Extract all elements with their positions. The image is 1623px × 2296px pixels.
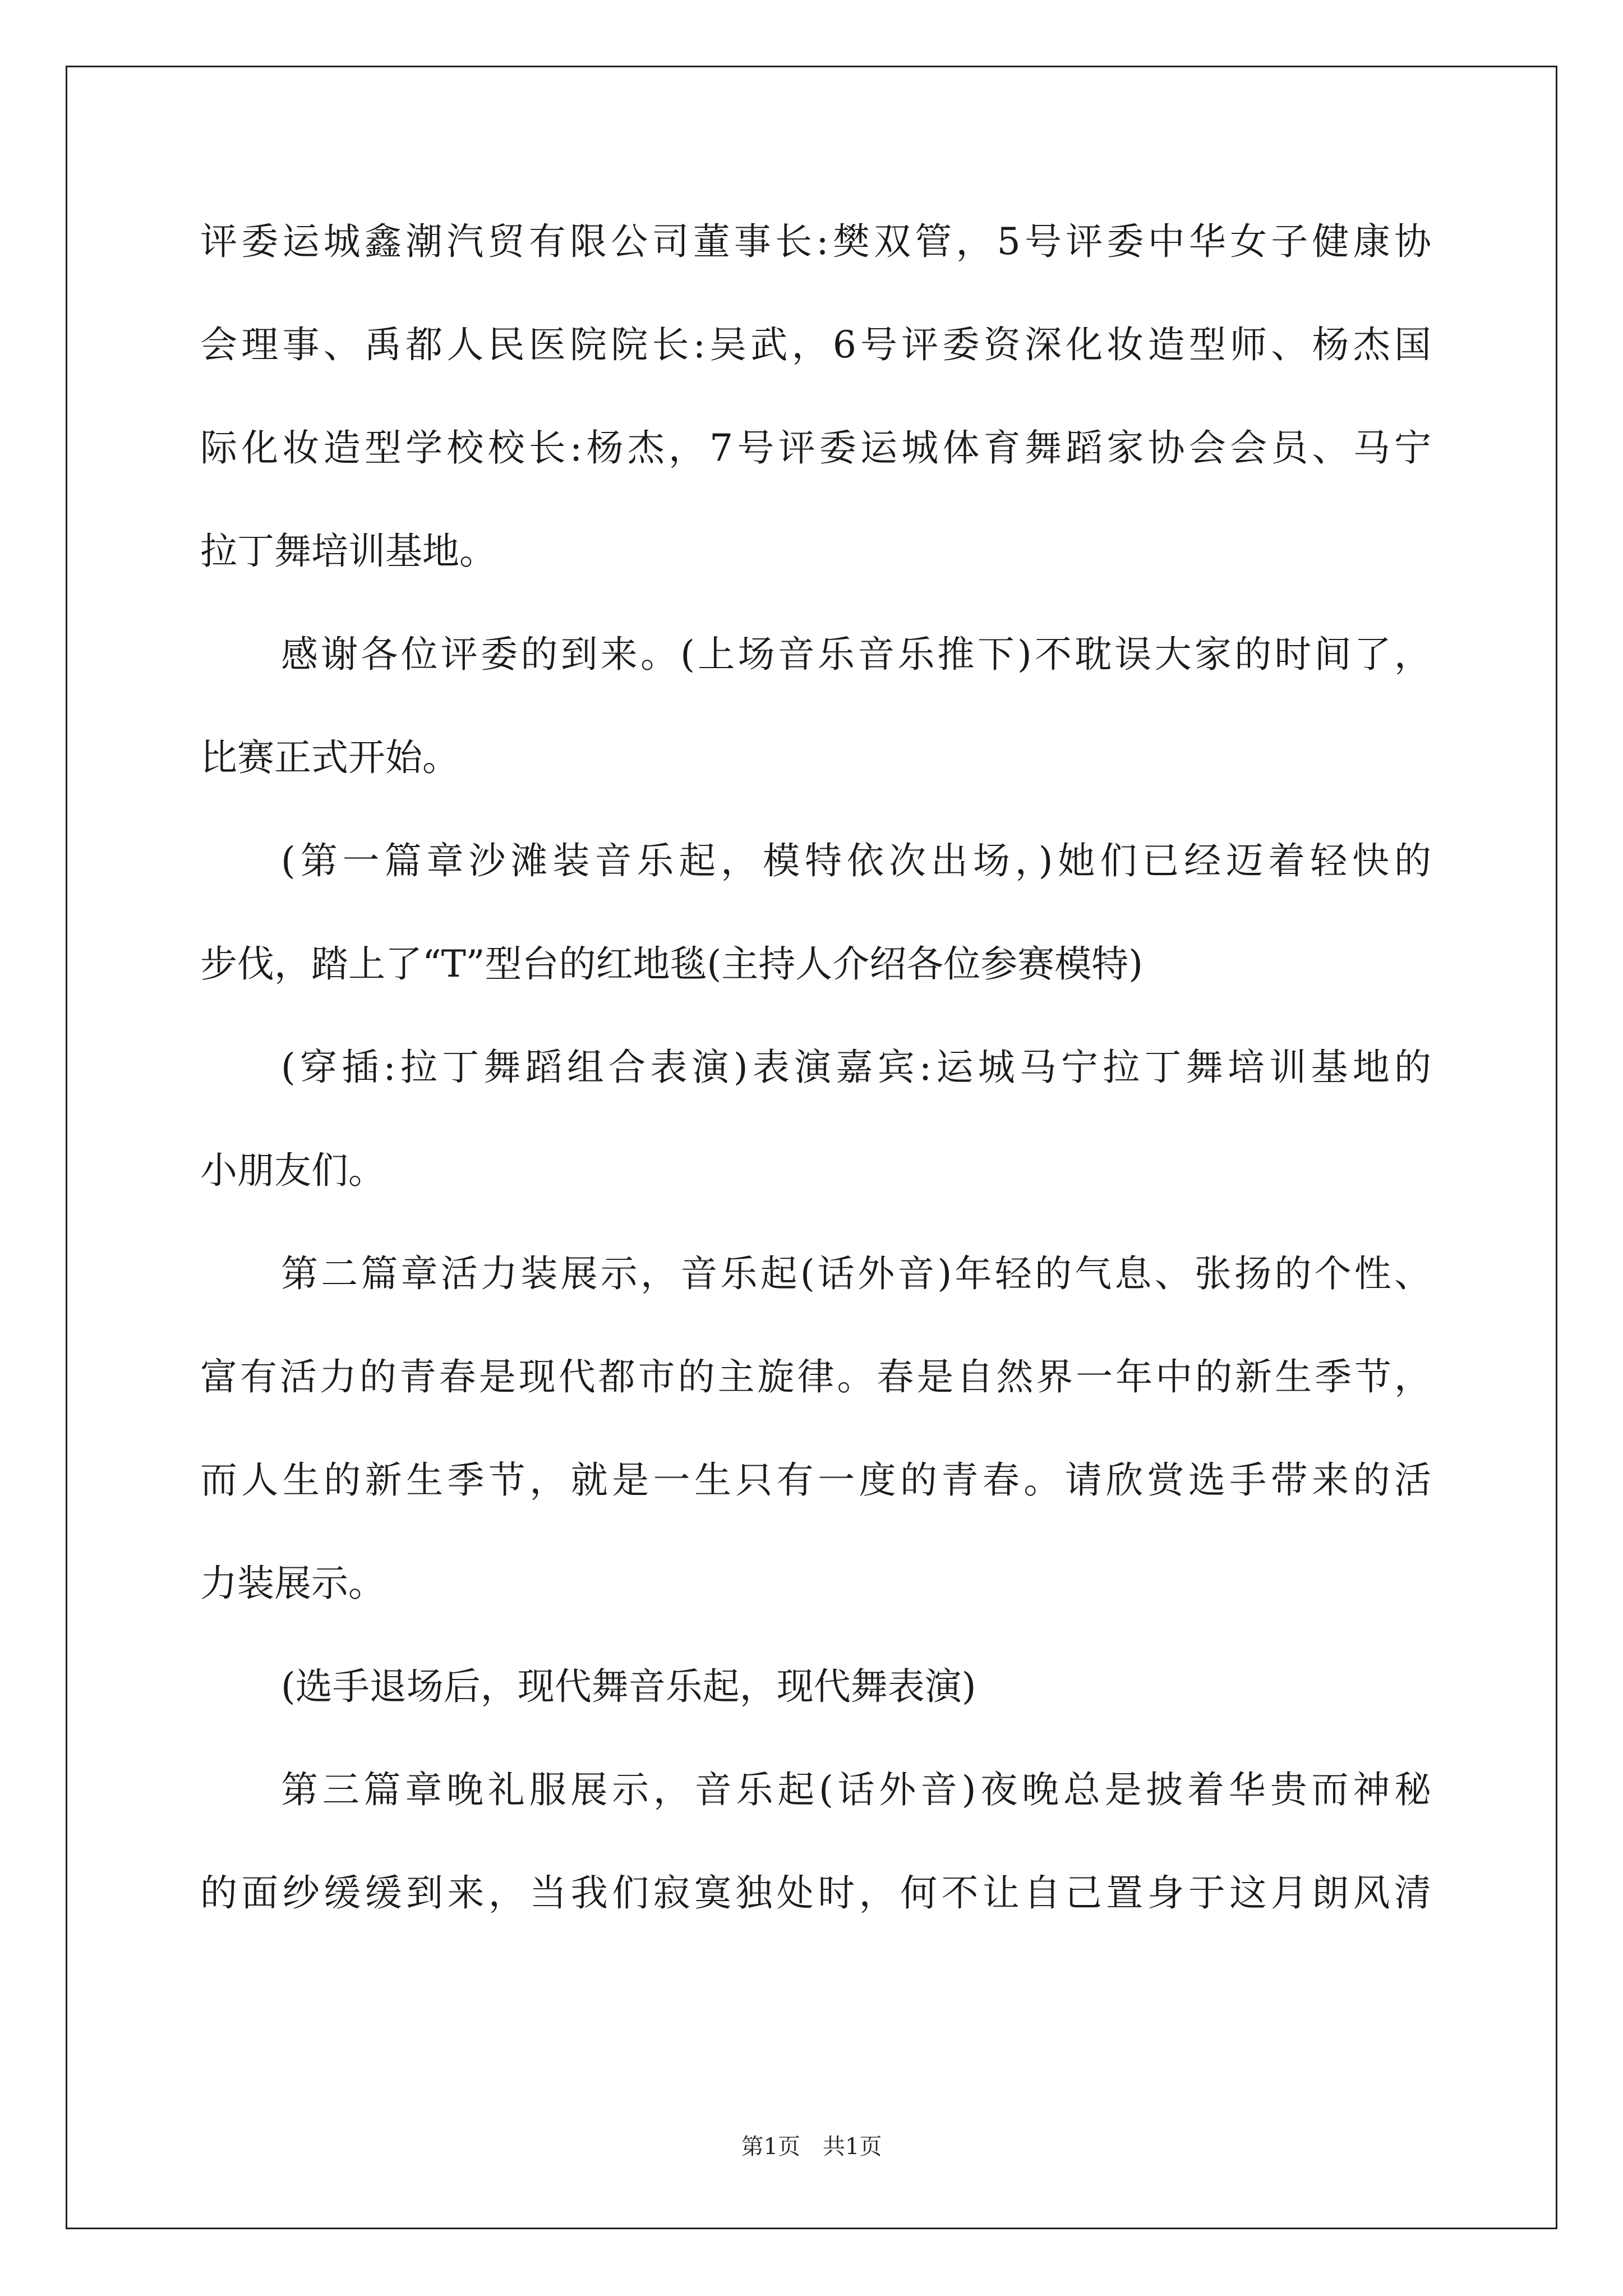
text-line-9: (穿插:拉丁舞蹈组合表演)表演嘉宾:运城马宁拉丁舞培训基地的: [281, 1046, 1431, 1089]
text-line-17: 的面纱缓缓到来，当我们寂寞独处时，何不让自己置身于这月朗风清: [200, 1871, 1431, 1915]
text-line-10: 小朋友们。: [200, 1149, 385, 1192]
text-line-6: 比赛正式开始。: [200, 736, 459, 779]
document-body: [200, 218, 1431, 1972]
text-line-8: 步伐，踏上了“T”型台的红地毯(主持人介绍各位参赛模特): [200, 942, 1144, 986]
page-number-footer: 第1页 共1页: [741, 2134, 882, 2160]
text-line-11: 第二篇章活力装展示，音乐起(话外音)年轻的气息、张扬的个性、: [281, 1252, 1431, 1295]
text-line-4: 拉丁舞培训基地。: [200, 530, 496, 573]
text-line-2: 会理事、禹都人民医院院长:吴武，6号评委资深化妆造型师、杨杰国: [200, 323, 1431, 366]
text-line-16: 第三篇章晚礼服展示，音乐起(话外音)夜晚总是披着华贵而神秘: [281, 1768, 1431, 1811]
text-line-5: 感谢各位评委的到来。(上场音乐音乐推下)不耽误大家的时间了，: [281, 633, 1431, 676]
text-line-13: 而人生的新生季节，就是一生只有一度的青春。请欣赏选手带来的活: [200, 1458, 1431, 1502]
text-line-3: 际化妆造型学校校长:杨杰，7号评委运城体育舞蹈家协会会员、马宁: [200, 426, 1431, 470]
text-line-15: (选手退场后，现代舞音乐起，现代舞表演): [281, 1665, 976, 1708]
text-line-7: (第一篇章沙滩装音乐起，模特依次出场，)她们已经迈着轻快的: [281, 839, 1431, 882]
text-line-14: 力装展示。: [200, 1562, 385, 1605]
text-line-12: 富有活力的青春是现代都市的主旋律。春是自然界一年中的新生季节，: [200, 1355, 1431, 1398]
text-line-1: 评委运城鑫潮汽贸有限公司董事长:樊双管，5号评委中华女子健康协: [200, 220, 1431, 263]
